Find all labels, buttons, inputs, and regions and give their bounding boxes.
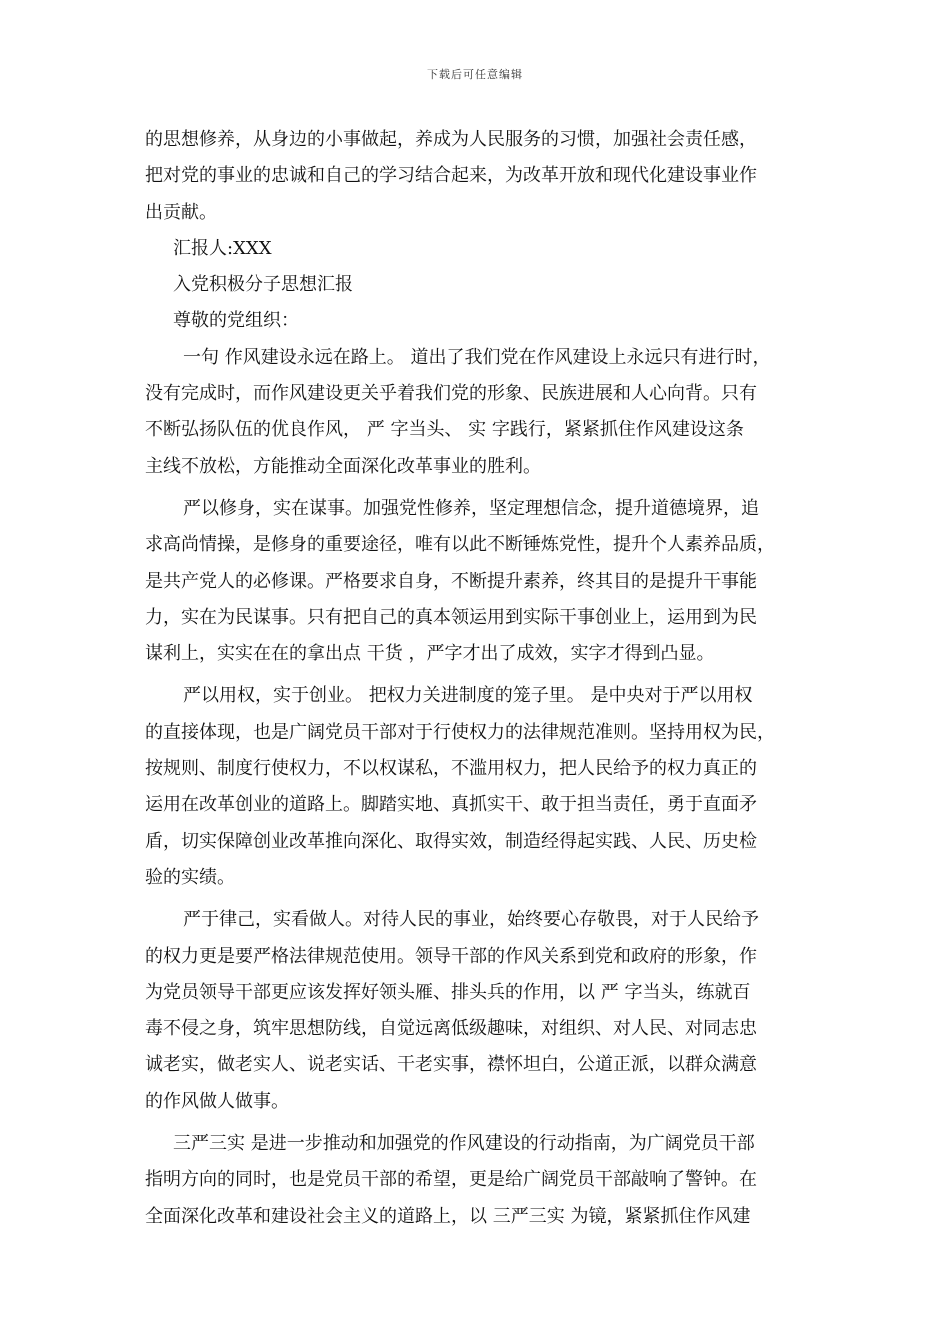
- text-line: 验的实绩。: [145, 866, 235, 888]
- text-line: 的思想修养，从身边的小事做起，养成为人民服务的习惯，加强社会责任感，: [145, 129, 757, 150]
- text-line: 求高尚情操，是修身的重要途径，唯有以此不断锤炼党性，提升个人素养品质，: [145, 534, 775, 556]
- text-line: 的作风做人做事。: [145, 1090, 289, 1112]
- text-line: 力，实在为民谋事。只有把自己的真本领运用到实际干事创业上，运用到为民: [145, 606, 757, 628]
- text-line: 主线不放松，方能推动全面深化改革事业的胜利。: [145, 455, 541, 477]
- text-line: 的直接体现，也是广阔党员干部对于行使权力的法律规范准则。坚持用权为民，: [145, 721, 775, 743]
- text-line: 三严三实 是进一步推动和加强党的作风建设的行动指南，为广阔党员干部: [173, 1133, 755, 1155]
- text-line: 严以修身，实在谋事。加强党性修养，坚定理想信念，提升道德境界，追: [183, 497, 759, 519]
- text-line: 运用在改革创业的道路上。脚踏实地、真抓实干、敢于担当责任，勇于直面矛: [145, 794, 757, 816]
- text-line: 出贡献。: [145, 201, 217, 223]
- document-body: [145, 122, 817, 1235]
- text-line: 诚老实，做老实人、说老实话、干老实事，襟怀坦白，公道正派，以群众满意: [145, 1054, 757, 1076]
- text-line: 谋利上，实实在在的拿出点 干货 ，严字才出了成效，实字才得到凸显。: [145, 643, 715, 665]
- text-line: 把对党的事业的忠诚和自己的学习结合起来，为改革开放和现代化建设事业作: [145, 165, 757, 187]
- text-line: 是共产党人的必修课。严格要求自身，不断提升素养，终其目的是提升干事能: [145, 570, 757, 592]
- text-line: 严于律己，实看做人。对待人民的事业，始终要心存敬畏，对于人民给予: [183, 909, 759, 931]
- text-line: 严以用权，实于创业。 把权力关进制度的笼子里。 是中央对于严以用权: [183, 685, 753, 707]
- text-line: 为党员领导干部更应该发挥好领头雁、排头兵的作用，以 严 字当头，练就百: [145, 981, 751, 1003]
- text-line: 全面深化改革和建设社会主义的道路上，以 三严三实 为镜，紧紧抓住作风建: [145, 1205, 751, 1227]
- text-line: 的权力更是要严格法律规范使用。领导干部的作风关系到党和政府的形象，作: [145, 945, 757, 967]
- text-line: 毒不侵之身，筑牢思想防线，自觉远离低级趣味，对组织、对人民、对同志忠: [145, 1018, 757, 1040]
- text-line: 按规则、制度行使权力，不以权谋私，不滥用权力，把人民给予的权力真正的: [145, 758, 757, 780]
- document-title: 入党积极分子思想汇报: [173, 274, 353, 296]
- text-line: 不断弘扬队伍的优良作风， 严 字当头、 实 字践行，紧紧抓住作风建设这条: [145, 419, 744, 441]
- reporter-line: 汇报人:XXX: [173, 237, 272, 259]
- text-line: 盾，切实保障创业改革推向深化、取得实效，制造经得起实践、人民、历史检: [145, 830, 757, 852]
- text-line: 一句 作风建设永远在路上。 道出了我们党在作风建设上永远只有进行时，: [183, 346, 771, 368]
- salutation: 尊敬的党组织：: [173, 310, 299, 332]
- text-line: 没有完成时，而作风建设更关乎着我们党的形象、民族进展和人心向背。只有: [145, 383, 757, 405]
- page-header: 下载后可任意编辑: [427, 68, 523, 81]
- text-line: 指明方向的同时，也是党员干部的希望，更是给广阔党员干部敲响了警钟。在: [145, 1169, 757, 1191]
